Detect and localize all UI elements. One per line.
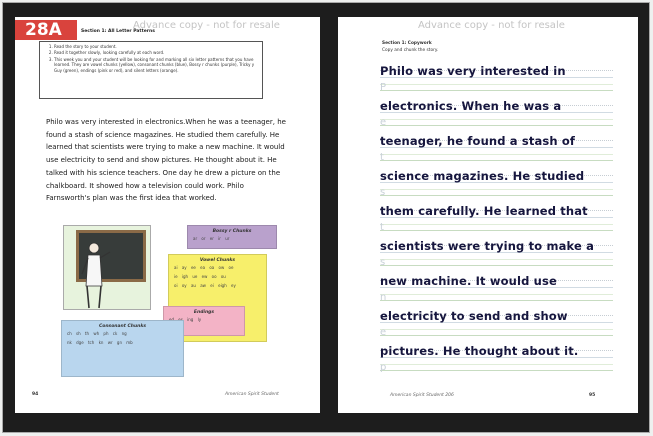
card-title: Consonant Chunks xyxy=(98,324,147,329)
trace-letter: s xyxy=(380,187,386,198)
left-page xyxy=(15,17,320,413)
trace-letter: e xyxy=(380,327,387,338)
card-items: ing ly xyxy=(187,317,202,322)
section-title: Section 1: Copywork xyxy=(382,41,432,46)
story-text xyxy=(46,116,286,205)
copywork-line: pictures. He thought about it. xyxy=(380,344,579,358)
trace-letter: t xyxy=(380,222,384,233)
man-figure-icon xyxy=(64,226,152,311)
instructions-box xyxy=(39,41,263,99)
copywork-row xyxy=(380,337,613,373)
instruction-item: 1. Read the story to your student. xyxy=(54,44,257,49)
copywork-line: science magazines. He studied xyxy=(380,169,585,183)
instruction-item: 3. This week you and your student will be looking for and marking all six letter patterns that you have learned. They are vowel chunks (yellow), consonant chunks (blue), Bossy r chunks (purple), Tricky y Guy (green), endings (pink or red), and silent letters (orange). xyxy=(54,57,257,73)
copywork-line: scientists were trying to make a xyxy=(380,239,594,253)
watermark: Advance copy - not for resale xyxy=(133,20,280,31)
trace-letter: p xyxy=(380,362,387,373)
copywork-row xyxy=(380,92,613,128)
consonant-chunks-card xyxy=(61,320,184,377)
trace-letter: P xyxy=(380,82,387,93)
card-title: Vowel Chunks xyxy=(199,258,236,263)
trace-letter: e xyxy=(380,117,387,128)
copywork-row xyxy=(380,197,613,233)
copywork-instruction: Copy and chunk the story. xyxy=(382,48,439,53)
page-number: 94 xyxy=(32,392,39,397)
lesson-title: Section 1: All Letter Patterns xyxy=(81,29,155,34)
copywork-row xyxy=(380,232,613,268)
copywork-row xyxy=(380,162,613,198)
instruction-item: 2. Read it together slowly, looking carefully at each word. xyxy=(54,50,257,55)
trace-letter: s xyxy=(380,257,386,268)
copywork-row xyxy=(380,57,613,93)
copywork-row xyxy=(380,267,613,303)
copywork-row xyxy=(380,302,613,338)
copywork-line: electronics. When he was a xyxy=(380,99,562,113)
story-paragraph: Philo was very interested in electronics.When he was a teenager, he found a stash of science magazines. He studied them carefully. He learned that scientists were trying to make a new machine. It would use electricity to send and show pictures. He thought about it. He talked with his science teachers. One day he drew a picture on the chalkboard. It showed how a television could work. Philo Farnsworth's plan was the first idea that worked. xyxy=(46,118,286,203)
chalkboard-illustration xyxy=(63,225,151,310)
card-title: Endings xyxy=(193,310,215,315)
book-title: American Spirit Student 206 xyxy=(390,393,454,398)
book-title: American Spirit Student xyxy=(225,392,279,397)
trace-letter: n xyxy=(380,292,387,303)
copywork-line: electricity to send and show xyxy=(380,309,568,323)
card-items: ch sh th wh ph ck ng nk dge tch kn wr gn mb xyxy=(67,331,133,345)
copywork-line: teenager, he found a stash of xyxy=(380,134,576,148)
card-items: ar or er ir ur xyxy=(193,236,230,241)
card-items: ai ay ee ea oa ow oe ie igh ue ew oo ou oi oy au aw ei eigh ey xyxy=(174,265,236,288)
trace-letter: t xyxy=(380,152,384,163)
copywork-row xyxy=(380,127,613,163)
copywork-line: new machine. It would use xyxy=(380,274,557,288)
watermark: Advance copy - not for resale xyxy=(418,20,565,31)
page-number: 95 xyxy=(589,393,596,398)
copywork-line: Philo was very interested in xyxy=(380,64,566,78)
card-title: Bossy r Chunks xyxy=(212,229,252,234)
lesson-number: 28A xyxy=(15,20,77,40)
copywork-line: them carefully. He learned that xyxy=(380,204,588,218)
right-page xyxy=(338,17,638,413)
bossy-r-card xyxy=(187,225,277,249)
